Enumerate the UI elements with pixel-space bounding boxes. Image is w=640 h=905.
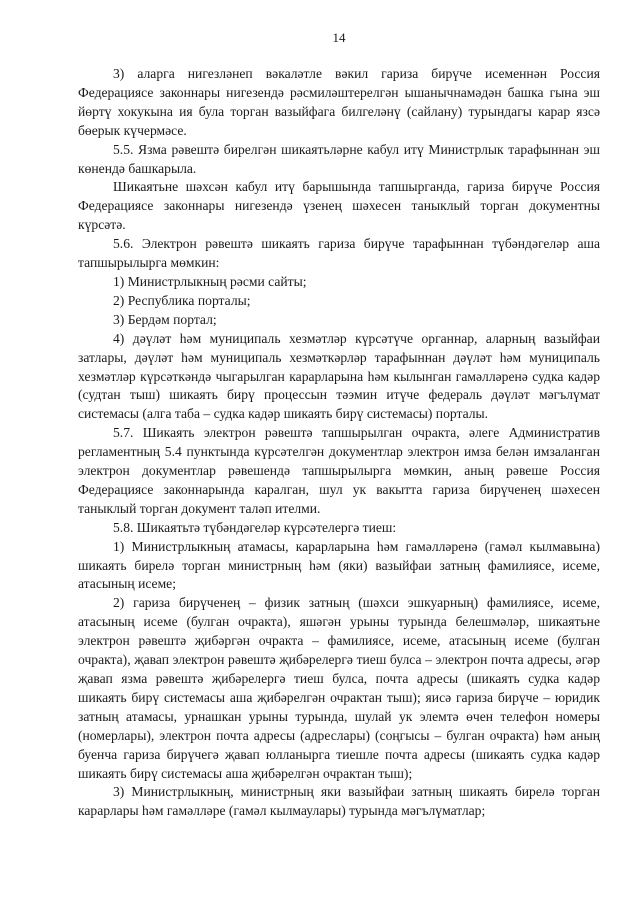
paragraph-5-5: 5.5. Язма рәвештә бирелгән шикаятьләрне кабул итү Министрлык тарафыннан эш көнендә башкарыла.: [78, 141, 600, 176]
paragraph-5-6: 5.6. Электрон рәвештә шикаять гариза бирүче тарафыннан түбәндәгеләр аша тапшырылырга мөмкин:: [78, 236, 600, 271]
list-item-republic-portal: 2) Республика порталы;: [113, 292, 251, 308]
paragraph-5-8: 5.8. Шикаятьтә түбәндәгеләр күрсәтелергә тиеш:: [113, 519, 397, 535]
list-item-decisions-info: 3) Министрлыкның, министрның яки вазыйфаи затның шикаять бирелә торган карарлары һәм гамәлләре (гамәл кылмаулары) турында мәгълүматлар;: [78, 784, 600, 819]
paragraph-personal-submission: Шикаятьне шәхсән кабул итү барышында тапшырганда, гариза бирүче Россия Федерациясе законнары нигезендә үзенең шәхесен таныклый торган документны күрсәтә.: [78, 179, 600, 233]
list-item-ministry-site: 1) Министрлыкның рәсми сайты;: [113, 273, 307, 289]
paragraph-5-7: 5.7. Шикаять электрон рәвештә тапшырылган очракта, әлеге Административ регламентның 5.4 пунктында күрсәтелгән документлар электрон имза белән имзаланган электрон документлар рәвешендә тапшырылырга мөмкин, аның рәвеше Россия Федерациясе законнарында каралган, шул ук вакытта гариза бирүченең шәхесен таныклый торган документ таләп ителми.: [78, 425, 600, 516]
document-body: [78, 65, 600, 821]
list-item-applicant-details: 2) гариза бирүченең – физик затның (шәхси эшкуарның) фамилиясе, исеме, атасының исеме (булган очракта), яшәгән урыны турында белешмәләр, шикаятьне электрон рәвештә җибәргән очракта – фамилиясе, исеме, атасының исеме (булган очракта), җавап электрон рәвештә җибәрелергә тиеш булса – электрон почта адресы, әгәр җавап язма рәвештә җибәрелергә тиеш булса, почта адресы (шикаять судка кадәр шикаять бирү системасы аша җибәрелгән очрактан тыш); яисә гариза бирүче – юридик затның атамасы, урнашкан урыны турында, шулай ук элемтә өчен телефон номеры (номерлары), электрон почта адресы (адреслары) (соңгысы – булган очракта) һәм аның буенча гариза бирүчегә җавап юлланырга тиешле почта адресы (шикаять судка кадәр шикаять бирү системасы аша җибәрелгән очрактан тыш);: [78, 595, 600, 781]
list-item-ministry-name: 1) Министрлыкның атамасы, карарларына һәм гамәлләренә (гамәл кылмавына) шикаять бирелә торган министрның һәм (яки) вазыйфаи затның фамилиясе, исеме, атасының исеме;: [78, 538, 600, 592]
list-item-federal-system: 4) дәүләт һәм муниципаль хезмәтләр күрсәтүче органнар, аларның вазыйфаи затлары, дәүләт һәм муниципаль хезмәткәрләр тарафыннан дәүләт һәм муниципаль хезмәтләр күрсәткәндә чыгарылган карарларына һәм кылынган гамәлләренә судка кадәр (судтан тыш) шикаять бирү процессын тәэмин итүче федераль дәүләт мәгълүмат системасы (алга таба – судка кадәр шикаять бирү системасы) порталы.: [78, 330, 600, 422]
list-item-unified-portal: 3) Бердәм портал;: [113, 311, 217, 327]
page-number: 14: [332, 30, 346, 45]
paragraph-item-3-trustee-decision: 3) аларга нигезләнеп вәкаләтле вәкил гариза бирүче исеменнән Россия Федерациясе законнары нигезендә рәсмиләштерелгән ышанычнамәдән башка гына эш йөртү хокукына ия була торган вазыйфага билгеләнү (сайлану) турындагы карар язсә бөерык күчермәсе.: [78, 66, 600, 138]
